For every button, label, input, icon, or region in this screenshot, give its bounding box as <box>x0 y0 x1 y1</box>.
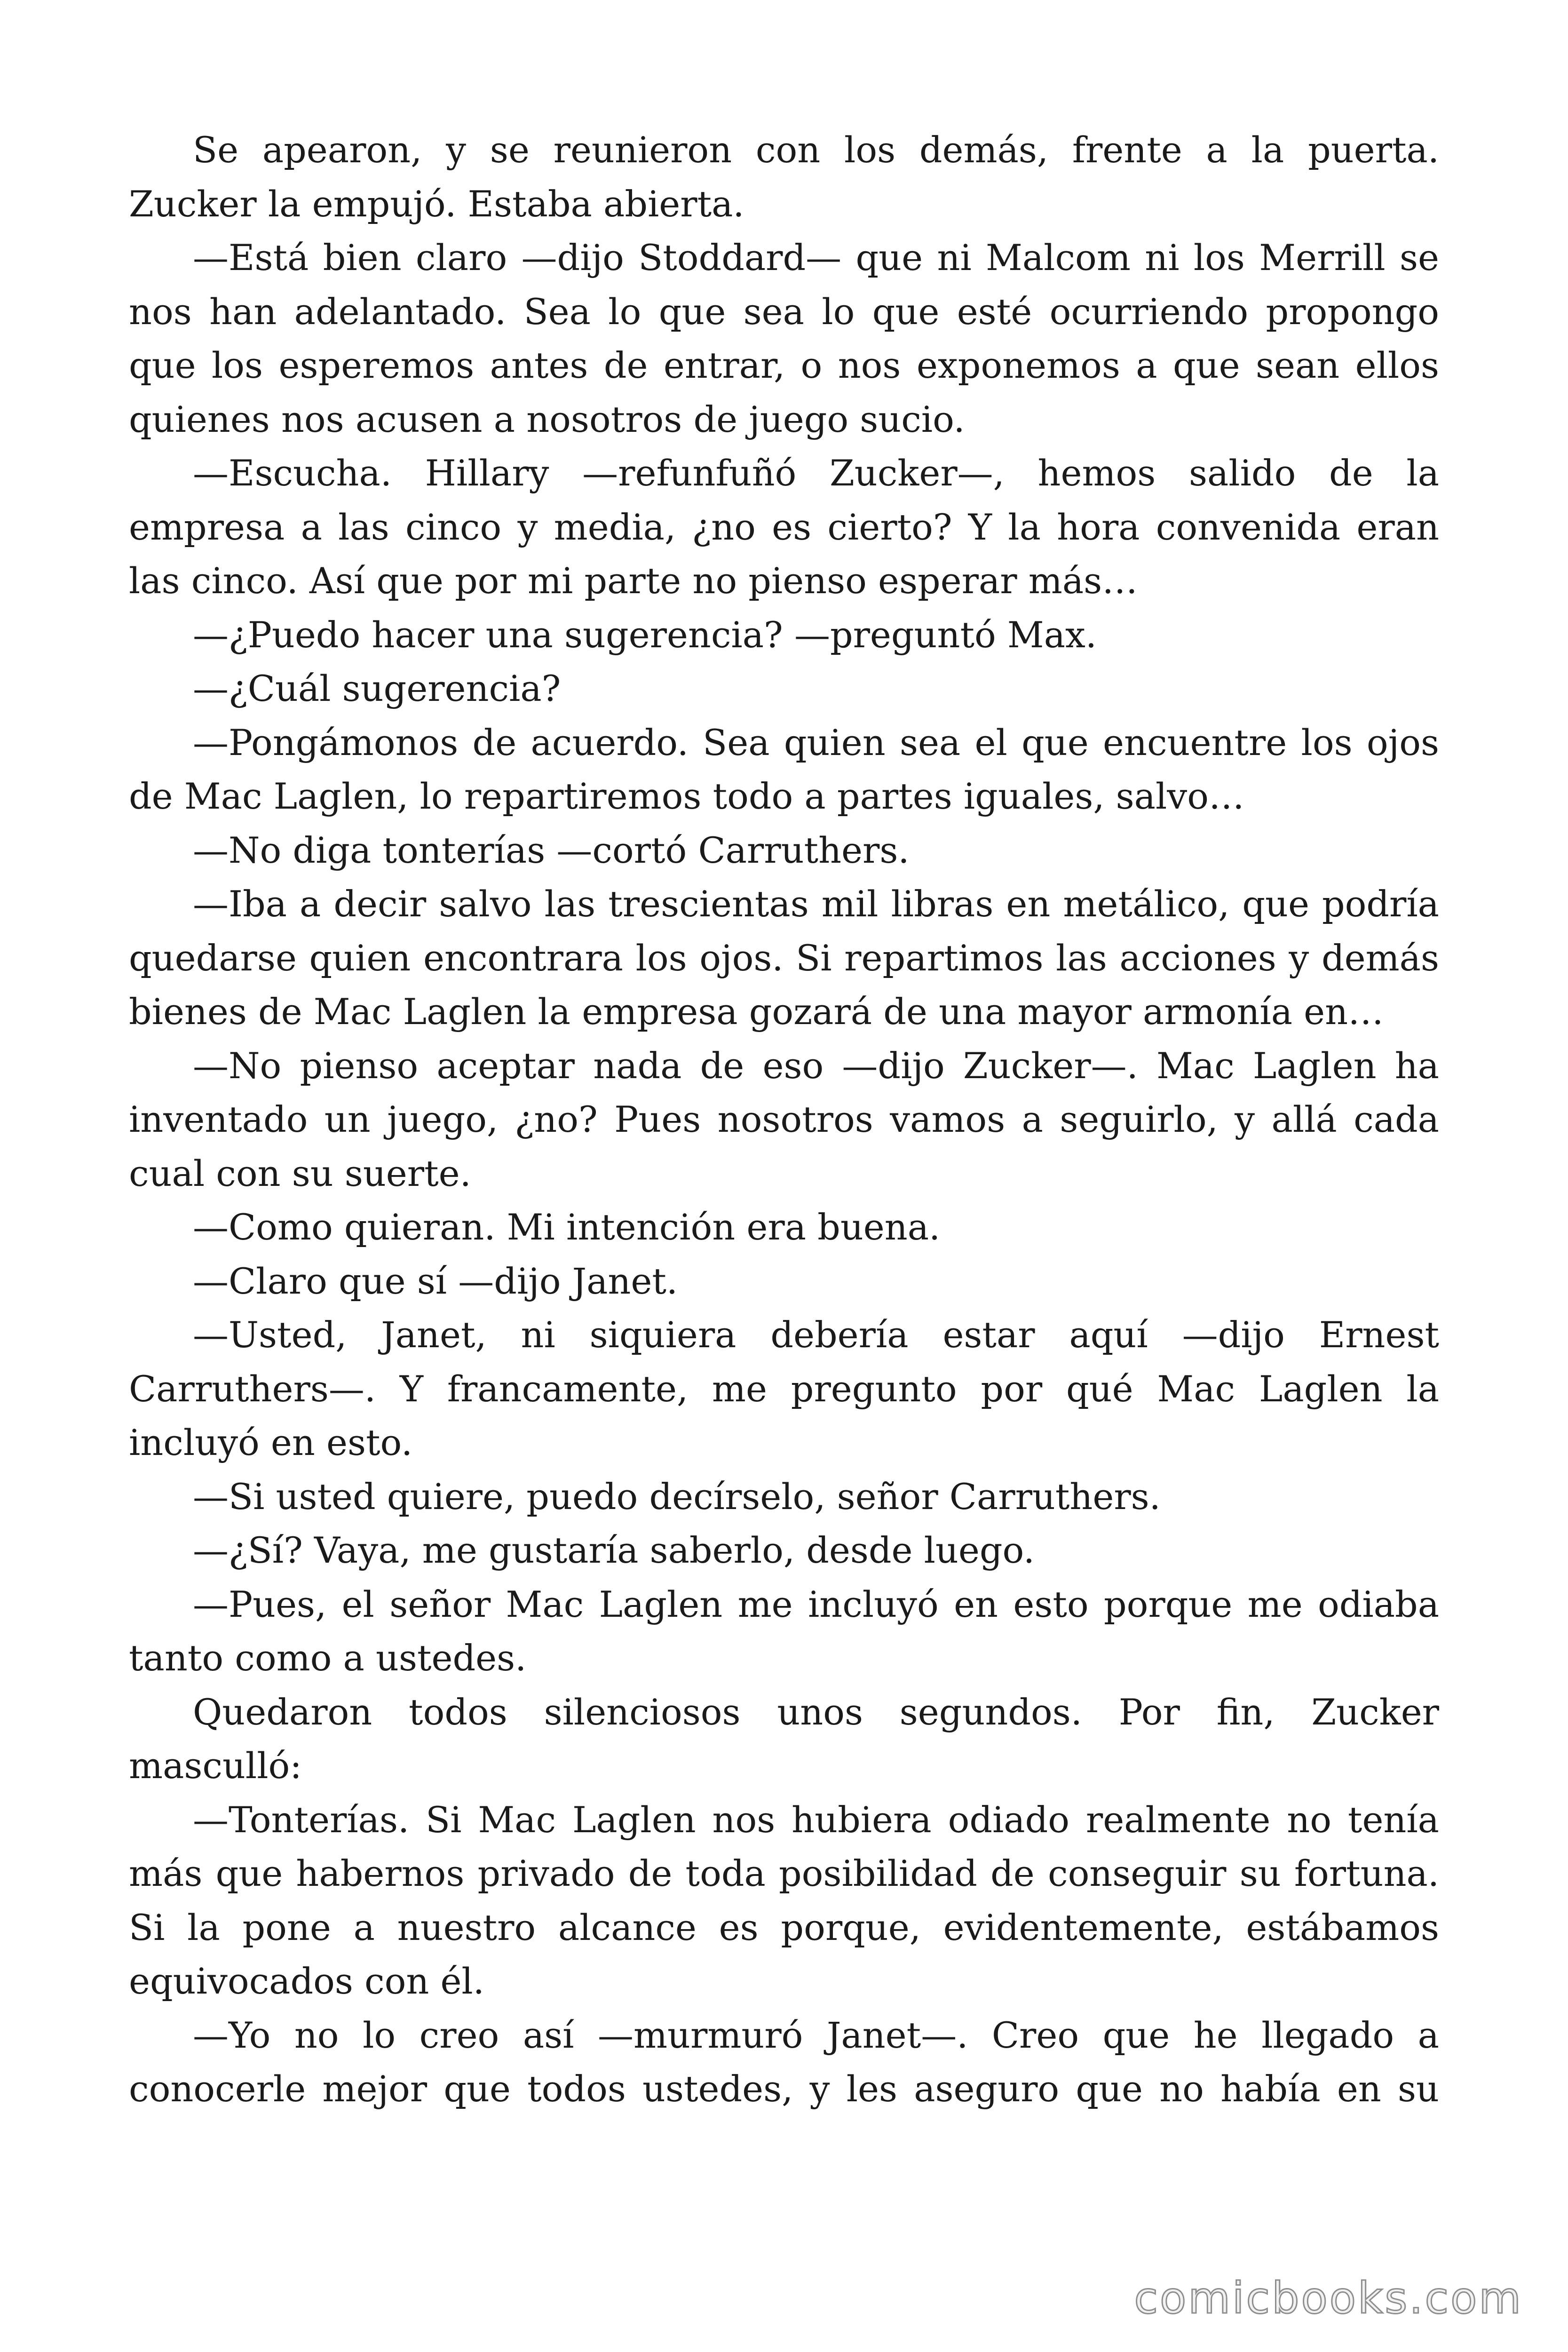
paragraph: —¿Cuál sugerencia? <box>193 667 561 709</box>
site-watermark: comicbooks.com <box>1134 2273 1523 2323</box>
paragraph: —Si usted quiere, puedo decírselo, señor Carruthers. <box>193 1475 1161 1518</box>
paragraph: —Yo no lo creo así —murmuró Janet—. Creo que he llegado a conocerle mejor que todos ustedes, y les aseguro que no había en su <box>129 2014 1439 2110</box>
paragraph: —Pongámonos de acuerdo. Sea quien sea el que encuentre los ojos de Mac Laglen, lo repartiremos todo a partes iguales, salvo… <box>129 721 1439 817</box>
body-text <box>129 123 1439 2116</box>
paragraph: Quedaron todos silenciosos unos segundos. Por fin, Zucker masculló: <box>129 1691 1439 1787</box>
paragraph: —Usted, Janet, ni siquiera debería estar aquí —dijo Ernest Carruthers—. Y francamente, me pregunto por qué Mac Laglen la incluyó en esto. <box>129 1314 1439 1463</box>
paragraph: —No pienso aceptar nada de eso —dijo Zucker—. Mac Laglen ha inventado un juego, ¿no? Pues nosotros vamos a seguirlo, y allá cada cual con su suerte. <box>129 1044 1439 1194</box>
paragraph: —Como quieran. Mi intención era buena. <box>193 1206 941 1248</box>
paragraph: —No diga tonterías —cortó Carruthers. <box>193 829 910 871</box>
paragraph: —Escucha. Hillary —refunfuñó Zucker—, hemos salido de la empresa a las cinco y media, ¿no es cierto? Y la hora convenida eran las cinco. Así que por mi parte no pienso esperar más… <box>129 452 1439 602</box>
paragraph: —Iba a decir salvo las trescientas mil libras en metálico, que podría quedarse quien encontrara los ojos. Si repartimos las acciones y demás bienes de Mac Laglen la empresa gozará de una mayor armonía en… <box>129 883 1439 1033</box>
paragraph: —Está bien claro —dijo Stoddard— que ni Malcom ni los Merrill se nos han adelantado. Sea lo que sea lo que esté ocurriendo propongo que los esperemos antes de entrar, o nos exponemos a que sean ellos quienes nos acusen a nosotros de juego sucio. <box>129 237 1439 440</box>
paragraph: —Claro que sí —dijo Janet. <box>193 1260 678 1302</box>
paragraph: —Tonterías. Si Mac Laglen nos hubiera odiado realmente no tenía más que habernos privado de toda posibilidad de conseguir su fortuna. Si la pone a nuestro alcance es porque, evidentemente, estábamos equivocados con él. <box>129 1798 1439 2002</box>
paragraph: —¿Sí? Vaya, me gustaría saberlo, desde luego. <box>193 1529 1035 1571</box>
paragraph: —¿Puedo hacer una sugerencia? —preguntó Max. <box>193 613 1097 656</box>
paragraph: Se apearon, y se reunieron con los demás, frente a la puerta. Zucker la empujó. Estaba abierta. <box>129 129 1439 225</box>
paragraph: —Pues, el señor Mac Laglen me incluyó en esto porque me odiaba tanto como a ustedes. <box>129 1583 1439 1679</box>
